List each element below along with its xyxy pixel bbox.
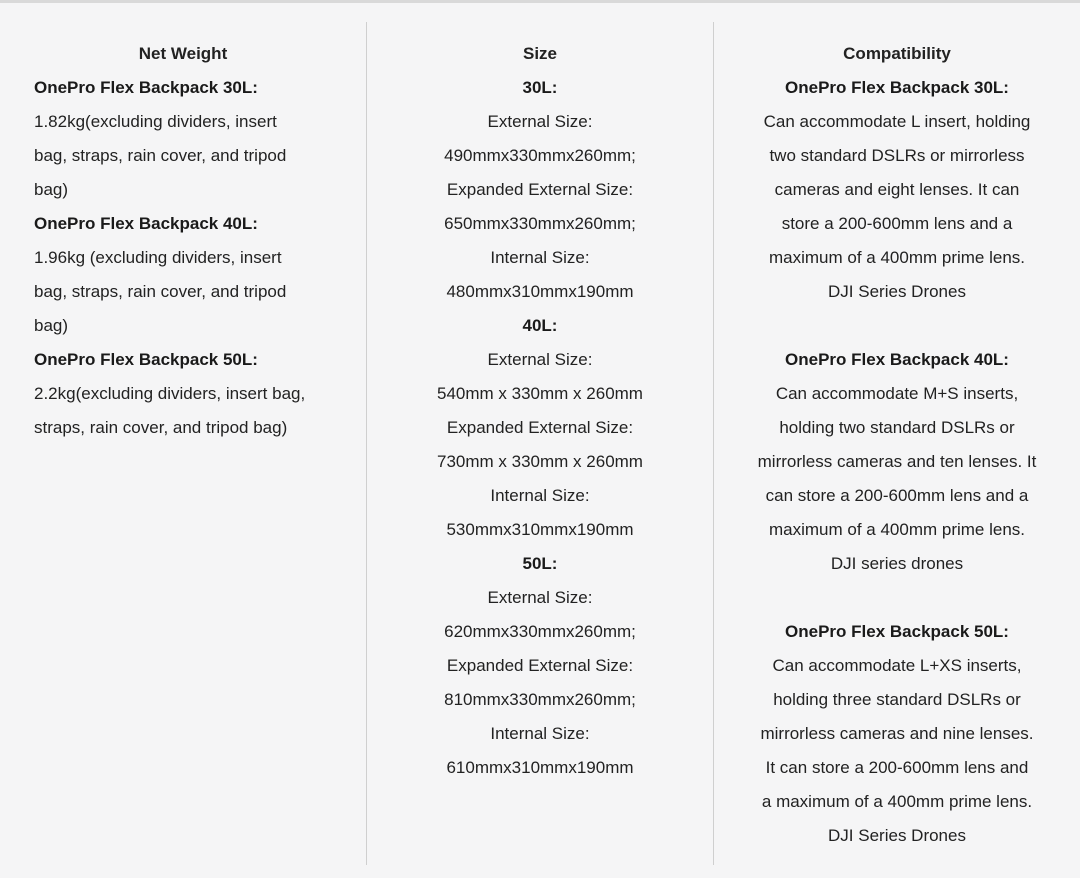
size-column — [367, 22, 713, 865]
spec-line: maximum of a 400mm prime lens. — [768, 248, 1026, 267]
spec-line: Expanded External Size: — [446, 418, 634, 437]
net-weight-header: Net Weight — [138, 44, 228, 63]
spec-line: 810mmx330mmx260mm; — [444, 690, 636, 709]
spec-subheading: 50L: — [522, 554, 558, 573]
spec-line: Internal Size: — [490, 248, 590, 267]
spec-line: External Size: — [487, 112, 593, 131]
spec-line: a maximum of a 400mm prime lens. — [761, 792, 1033, 811]
spec-line: can store a 200-600mm lens and a — [765, 486, 1029, 505]
spec-line: DJI series drones — [830, 554, 964, 573]
top-border — [0, 0, 1080, 3]
spec-line: 610mmx310mmx190mm — [446, 758, 634, 777]
spec-line: DJI Series Drones — [828, 826, 966, 845]
spec-line: DJI Series Drones — [828, 282, 966, 301]
spec-line: 490mmx330mmx260mm; — [444, 146, 636, 165]
spec-line: Expanded External Size: — [446, 180, 634, 199]
size-lines — [367, 71, 713, 785]
spec-subheading: OnePro Flex Backpack 50L: — [785, 622, 1009, 641]
spec-subheading: 40L: — [522, 316, 558, 335]
spec-line: Internal Size: — [490, 486, 590, 505]
spec-line: 620mmx330mmx260mm; — [444, 622, 636, 641]
net-weight-lines — [0, 71, 366, 445]
spec-line: Expanded External Size: — [446, 656, 634, 675]
spec-subheading: 30L: — [522, 78, 558, 97]
spec-line: bag) — [34, 316, 69, 335]
spec-subheading: OnePro Flex Backpack 30L: — [34, 78, 258, 97]
spec-line: bag, straps, rain cover, and tripod — [34, 282, 287, 301]
spec-line: Internal Size: — [490, 724, 590, 743]
spec-line: Can accommodate L insert, holding — [763, 112, 1031, 131]
spec-line: 480mmx310mmx190mm — [446, 282, 634, 301]
spec-line: mirrorless cameras and nine lenses. — [760, 724, 1034, 743]
spec-line: 2.2kg(excluding dividers, insert bag, — [34, 384, 306, 403]
spec-subheading: OnePro Flex Backpack 50L: — [34, 350, 258, 369]
spec-line: External Size: — [487, 350, 593, 369]
spec-line: 1.96kg (excluding dividers, insert — [34, 248, 282, 267]
spec-subheading: OnePro Flex Backpack 40L: — [34, 214, 258, 233]
compatibility-column — [714, 22, 1080, 865]
spec-line: bag) — [34, 180, 69, 199]
spec-line: cameras and eight lenses. It can — [774, 180, 1020, 199]
spec-line: 530mmx310mmx190mm — [446, 520, 634, 539]
net-weight-column — [0, 22, 366, 865]
spacer — [714, 581, 1080, 615]
spec-line: maximum of a 400mm prime lens. — [768, 520, 1026, 539]
spec-subheading: OnePro Flex Backpack 40L: — [785, 350, 1009, 369]
size-header: Size — [522, 44, 558, 63]
spec-subheading: OnePro Flex Backpack 30L: — [785, 78, 1009, 97]
spec-line: 730mm x 330mm x 260mm — [437, 452, 643, 471]
spacer — [714, 309, 1080, 343]
spec-line: store a 200-600mm lens and a — [781, 214, 1013, 233]
spec-line: holding three standard DSLRs or — [773, 690, 1021, 709]
compatibility-lines — [714, 71, 1080, 853]
spec-line: 540mm x 330mm x 260mm — [437, 384, 643, 403]
specs-table — [0, 22, 1080, 865]
spec-line: holding two standard DSLRs or — [779, 418, 1015, 437]
spec-line: Can accommodate M+S inserts, — [775, 384, 1019, 403]
spec-line: two standard DSLRs or mirrorless — [769, 146, 1025, 165]
spec-line: bag, straps, rain cover, and tripod — [34, 146, 287, 165]
spec-line: Can accommodate L+XS inserts, — [772, 656, 1022, 675]
spec-line: 1.82kg(excluding dividers, insert — [34, 112, 277, 131]
spec-line: External Size: — [487, 588, 593, 607]
spec-line: It can store a 200-600mm lens and — [765, 758, 1029, 777]
compatibility-header: Compatibility — [843, 44, 951, 63]
spec-line: straps, rain cover, and tripod bag) — [34, 418, 288, 437]
spec-line: 650mmx330mmx260mm; — [444, 214, 636, 233]
spec-line: mirrorless cameras and ten lenses. It — [757, 452, 1037, 471]
